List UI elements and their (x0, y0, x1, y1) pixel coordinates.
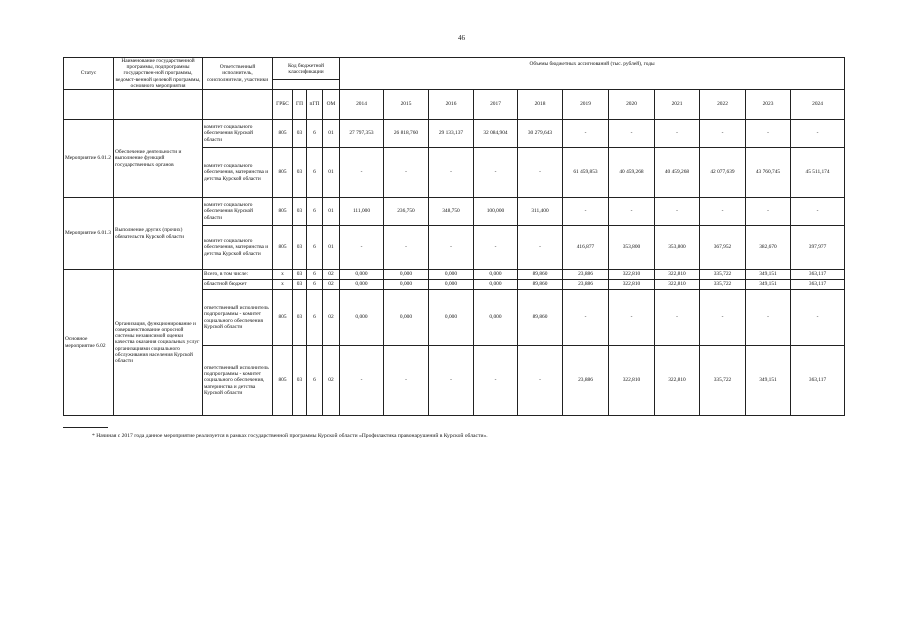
row-value: - (609, 120, 655, 148)
row-value: - (518, 226, 563, 270)
row-value: 26 818,760 (384, 120, 429, 148)
row-value: 311,400 (518, 198, 563, 226)
row-value: - (518, 346, 563, 416)
row-value: - (474, 346, 518, 416)
row-value: 322,810 (609, 346, 655, 416)
row-value: 0,000 (429, 290, 474, 346)
row-value: 23,886 (563, 280, 609, 290)
header-year: 2020 (609, 90, 655, 120)
row-code: 805 (273, 226, 293, 270)
row-value: - (655, 120, 700, 148)
header-amounts-group: Объемы бюджетных ассигнований (тыс. рублей), годы (340, 58, 845, 90)
row-value: 45 511,174 (791, 148, 845, 198)
row-value: 363,117 (791, 346, 845, 416)
row-value: - (700, 198, 746, 226)
row-value: - (340, 226, 384, 270)
row-value: - (429, 346, 474, 416)
row-value: 382,670 (746, 226, 791, 270)
row-value: 0,000 (340, 290, 384, 346)
header-code-group: Код бюджетной классификации (273, 58, 340, 80)
row-code: 03 (293, 148, 307, 198)
row-value: 0,000 (384, 290, 429, 346)
row-value: - (791, 120, 845, 148)
row-code: 01 (323, 226, 340, 270)
row-code: 805 (273, 198, 293, 226)
header-code-om: ОМ (323, 90, 340, 120)
row-code: 03 (293, 270, 307, 280)
header-status: Статус (64, 58, 114, 90)
row-value: - (563, 290, 609, 346)
row-value: 322,810 (609, 280, 655, 290)
row-value: 236,750 (384, 198, 429, 226)
row-value: 100,000 (474, 198, 518, 226)
header-year: 2016 (429, 90, 474, 120)
footnote-divider (63, 427, 108, 428)
row-value: 367,952 (700, 226, 746, 270)
row-value: 0,000 (429, 270, 474, 280)
row-value: 353,800 (655, 226, 700, 270)
row-value: 89,860 (518, 290, 563, 346)
header-year: 2017 (474, 90, 518, 120)
row-code: 6 (307, 226, 323, 270)
row-value: - (746, 290, 791, 346)
row-value: - (429, 226, 474, 270)
row-value: 335,722 (700, 346, 746, 416)
row-value: 23,886 (563, 270, 609, 280)
header-year: 2021 (655, 90, 700, 120)
row-value: - (700, 120, 746, 148)
row-value: - (384, 148, 429, 198)
row-code: 02 (323, 290, 340, 346)
row-code: 02 (323, 280, 340, 290)
row-value: 363,117 (791, 280, 845, 290)
row-code: x (273, 270, 293, 280)
row-value: - (609, 198, 655, 226)
row-code: 02 (323, 270, 340, 280)
row-value: 335,722 (700, 270, 746, 280)
row-status: Мероприятие 6.01.3 (64, 198, 114, 270)
row-value: - (340, 148, 384, 198)
row-code: 01 (323, 120, 340, 148)
row-value: - (474, 226, 518, 270)
row-value: 27 797,353 (340, 120, 384, 148)
row-value: - (518, 148, 563, 198)
row-code: 03 (293, 346, 307, 416)
row-code: 6 (307, 270, 323, 280)
row-value: 40 459,268 (655, 148, 700, 198)
table-row (64, 120, 845, 148)
header-year: 2023 (746, 90, 791, 120)
row-value: - (384, 226, 429, 270)
row-value: 111,000 (340, 198, 384, 226)
row-value: - (474, 148, 518, 198)
row-status: Мероприятие 6.01.2 (64, 120, 114, 198)
row-value: 322,810 (655, 270, 700, 280)
row-executor: комитет социального обеспечения, материнства и детства Курской области (203, 226, 273, 270)
row-value: - (429, 148, 474, 198)
row-value: 40 459,268 (609, 148, 655, 198)
row-code: 03 (293, 290, 307, 346)
row-value: 416,877 (563, 226, 609, 270)
row-code: 03 (293, 226, 307, 270)
row-value: - (340, 346, 384, 416)
row-code: x (273, 280, 293, 290)
row-value: - (384, 346, 429, 416)
row-value: 29 133,137 (429, 120, 474, 148)
row-value: 349,151 (746, 270, 791, 280)
row-code: 03 (293, 198, 307, 226)
row-value: - (746, 198, 791, 226)
row-value: - (563, 198, 609, 226)
row-code: 805 (273, 120, 293, 148)
row-code: 6 (307, 198, 323, 226)
row-value: - (563, 120, 609, 148)
row-executor: комитет социального обеспечения Курской области (203, 198, 273, 226)
row-value: 0,000 (340, 270, 384, 280)
row-code: 805 (273, 346, 293, 416)
row-code: 6 (307, 290, 323, 346)
row-name: Обеспечение деятельности и выполнение функций государственных органов (114, 120, 203, 198)
header-year: 2022 (700, 90, 746, 120)
row-executor: Всего, в том числе: (203, 270, 273, 280)
row-value: 0,000 (340, 280, 384, 290)
row-code: 6 (307, 346, 323, 416)
row-code: 805 (273, 148, 293, 198)
row-value: - (700, 290, 746, 346)
footnote: * Начиная с 2017 года данное мероприятие реализуется в рамках государственной программы Курской области «Профилактика правонарушений в Курской области». (92, 433, 488, 439)
row-code: 01 (323, 198, 340, 226)
header-code-grbs: ГРБС (273, 90, 293, 120)
row-code: 01 (323, 148, 340, 198)
row-value: 0,000 (384, 270, 429, 280)
row-value: 349,151 (746, 346, 791, 416)
row-executor: ответственный исполнитель подпрограммы - комитет социального обеспечения, материнства и детства Курской области (203, 346, 273, 416)
row-code: 03 (293, 120, 307, 148)
row-status: Основное мероприятие 6.02 (64, 270, 114, 416)
budget-table-body (64, 120, 845, 416)
row-executor: комитет социального обеспечения, материнства и детства Курской области (203, 148, 273, 198)
row-value: 353,800 (609, 226, 655, 270)
row-code: 805 (273, 290, 293, 346)
row-code: 02 (323, 346, 340, 416)
row-value: 30 279,643 (518, 120, 563, 148)
row-value: 349,151 (746, 280, 791, 290)
row-value: 0,000 (474, 290, 518, 346)
header-year: 2014 (340, 90, 384, 120)
row-value: - (655, 198, 700, 226)
row-value: 23,886 (563, 346, 609, 416)
row-value: 0,000 (474, 270, 518, 280)
row-executor: комитет социального обеспечения Курской области (203, 120, 273, 148)
header-name: Наименование государственной программы, подпрограммы государствен-ной программы, ведомст-венной целевой программы, основного мероприятия (114, 58, 203, 90)
header-executor: Ответственный исполнитель, соисполнители, участники (203, 58, 273, 90)
row-value: 397,977 (791, 226, 845, 270)
row-value: 89,860 (518, 270, 563, 280)
row-value: 363,117 (791, 270, 845, 280)
table-row (64, 198, 845, 226)
row-value: 335,722 (700, 280, 746, 290)
row-value: 348,750 (429, 198, 474, 226)
row-value: - (791, 198, 845, 226)
row-name: Организация, функционирование и совершенствование опросной системы независимой оценки качества оказания социальных услуг организациями социального обслуживания населения Курской области (114, 270, 203, 416)
row-value: 42 077,639 (700, 148, 746, 198)
row-code: 6 (307, 148, 323, 198)
header-year: 2015 (384, 90, 429, 120)
row-value: - (655, 290, 700, 346)
row-value: 61 459,853 (563, 148, 609, 198)
row-value: 0,000 (429, 280, 474, 290)
row-value: 43 760,745 (746, 148, 791, 198)
page-number: 46 (458, 34, 465, 42)
row-value: 322,810 (609, 270, 655, 280)
header-code-gp: ГП (293, 90, 307, 120)
row-value: 0,000 (384, 280, 429, 290)
table-row (64, 270, 845, 280)
row-value: - (609, 290, 655, 346)
header-year: 2018 (518, 90, 563, 120)
row-value: 322,810 (655, 280, 700, 290)
header-code-pgp: пГП (307, 90, 323, 120)
header-year: 2024 (791, 90, 845, 120)
row-value: - (746, 120, 791, 148)
row-value: - (791, 290, 845, 346)
budget-table (63, 57, 845, 416)
row-value: 89,860 (518, 280, 563, 290)
row-code: 6 (307, 280, 323, 290)
row-value: 322,810 (655, 346, 700, 416)
row-executor: областной бюджет (203, 280, 273, 290)
row-name: Выполнение других (прочих) обязательств Курской области (114, 198, 203, 270)
row-executor: ответственный исполнитель подпрограммы - комитет социального обеспечения Курской области (203, 290, 273, 346)
row-value: 0,000 (474, 280, 518, 290)
row-code: 6 (307, 120, 323, 148)
header-year: 2019 (563, 90, 609, 120)
row-value: 32 084,904 (474, 120, 518, 148)
row-code: 03 (293, 280, 307, 290)
